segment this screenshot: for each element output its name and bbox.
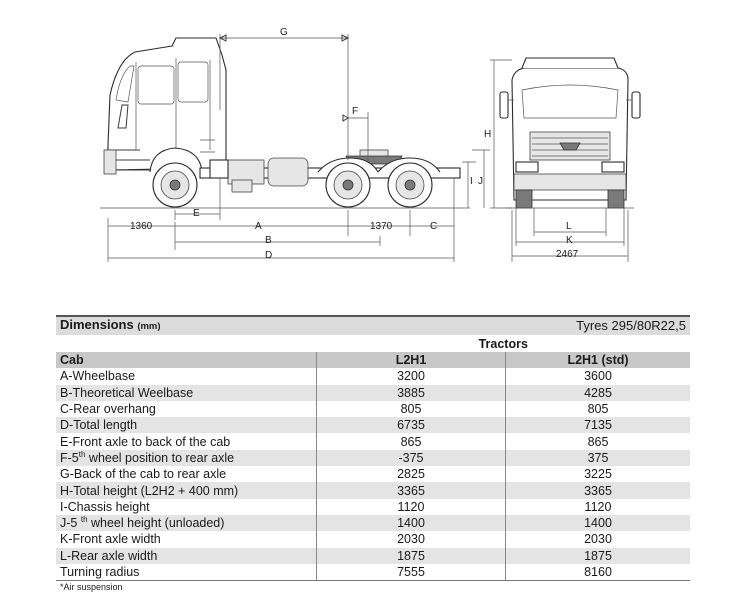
table-row	[56, 401, 690, 417]
row-label	[56, 450, 317, 466]
row-letter: H	[60, 483, 70, 498]
table-title-row	[56, 316, 690, 335]
row-letter: G	[60, 467, 70, 482]
row-letter: A	[60, 369, 69, 384]
row-value-l2h1: 865	[317, 433, 506, 449]
row-letter: L	[60, 548, 67, 563]
table-row	[56, 548, 690, 564]
row-value-l2h1-std: 8160	[506, 564, 691, 581]
dim-label-h: H	[484, 129, 492, 140]
row-desc: -Total length	[69, 418, 138, 433]
table-row	[56, 417, 690, 433]
row-value-l2h1: 2030	[317, 531, 506, 547]
row-value-l2h1-std: 865	[506, 433, 691, 449]
row-letter: B	[60, 385, 69, 400]
row-letter: I	[60, 499, 64, 514]
row-value-l2h1: 3365	[317, 482, 506, 498]
table-row	[56, 450, 690, 466]
row-desc: -Rear axle width	[66, 548, 158, 563]
dim-label-1360: 1360	[130, 221, 153, 232]
row-value-l2h1-std: 7135	[506, 417, 691, 433]
dim-label-e: E	[193, 208, 200, 219]
table-row	[56, 531, 690, 547]
dim-label-g: G	[280, 27, 288, 38]
row-value-l2h1: 805	[317, 401, 506, 417]
row-desc: -Front axle to back of the cab	[68, 434, 231, 449]
row-label	[56, 433, 317, 449]
dim-label-d: D	[265, 250, 273, 261]
row-desc-rest: wheel position to rear axle	[85, 450, 235, 465]
row-label	[56, 401, 317, 417]
header-cab: Cab	[56, 352, 317, 368]
table-header-row	[56, 352, 690, 368]
row-value-l2h1: 1400	[317, 515, 506, 531]
wheel-rear-1	[326, 163, 370, 207]
row-desc: Turning radius	[60, 565, 140, 579]
row-value-l2h1-std: 375	[506, 450, 691, 466]
table-row	[56, 564, 690, 581]
row-desc: -Chassis height	[63, 499, 150, 514]
table-title-unit: (mm)	[137, 321, 161, 332]
dim-label-b: B	[265, 235, 272, 246]
row-value-l2h1: 3200	[317, 368, 506, 384]
row-value-l2h1-std: 805	[506, 401, 691, 417]
dim-label-f: F	[352, 106, 359, 117]
header-col1: L2H1	[317, 352, 506, 368]
row-value-l2h1-std: 2030	[506, 531, 691, 547]
table-row	[56, 499, 690, 515]
row-value-l2h1: 3885	[317, 385, 506, 401]
row-letter: K	[60, 532, 69, 547]
row-value-l2h1: 6735	[317, 417, 506, 433]
row-label	[56, 531, 317, 547]
row-value-l2h1-std: 3600	[506, 368, 691, 384]
dimensions-table	[56, 315, 690, 581]
row-value-l2h1-std: 1120	[506, 499, 691, 515]
row-letter: D	[60, 418, 70, 433]
row-label	[56, 482, 317, 498]
row-value-l2h1: 1120	[317, 499, 506, 515]
truck-side-view	[100, 38, 470, 208]
dimensions-table-panel	[56, 315, 690, 592]
dim-label-l: L	[566, 221, 572, 232]
row-label	[56, 548, 317, 564]
row-desc-rest: wheel height (unloaded)	[87, 516, 225, 531]
dim-label-width: 2467	[556, 249, 579, 260]
table-row	[56, 466, 690, 482]
header-col2: L2H1 (std)	[506, 352, 691, 368]
row-value-l2h1-std: 3365	[506, 482, 691, 498]
row-letter: E	[60, 434, 69, 449]
table-row	[56, 385, 690, 401]
row-letter: C	[60, 402, 70, 417]
row-letter: F	[60, 450, 68, 465]
row-value-l2h1: 2825	[317, 466, 506, 482]
row-value-l2h1: 1875	[317, 548, 506, 564]
dim-label-a: A	[255, 221, 262, 232]
row-desc: -5	[67, 450, 79, 465]
group-label: Tractors	[478, 336, 528, 351]
row-label	[56, 368, 317, 384]
row-label	[56, 466, 317, 482]
dim-label-1370: 1370	[370, 221, 393, 232]
dim-label-i: I	[470, 176, 473, 187]
row-sup: th	[80, 514, 88, 524]
row-label	[56, 417, 317, 433]
row-value-l2h1: -375	[317, 450, 506, 466]
group-row	[56, 335, 690, 352]
footnote: *Air suspension	[60, 582, 123, 593]
row-desc: -Back of the cab to rear axle	[69, 467, 227, 482]
wheel-rear-2	[388, 163, 432, 207]
table-row	[56, 482, 690, 498]
row-desc: -Total height (L2H2 + 400 mm)	[69, 483, 239, 498]
table-body	[56, 368, 690, 580]
table-row	[56, 368, 690, 384]
row-letter: J	[60, 516, 67, 531]
row-value-l2h1-std: 4285	[506, 385, 691, 401]
row-label	[56, 499, 317, 515]
table-row	[56, 433, 690, 449]
row-value-l2h1: 7555	[317, 564, 506, 581]
row-label	[56, 515, 317, 531]
dim-label-k: K	[566, 235, 573, 246]
tyres-label: Tyres 295/80R22,5	[506, 316, 691, 335]
row-desc: -Wheelbase	[68, 369, 136, 384]
row-label	[56, 385, 317, 401]
row-value-l2h1-std: 3225	[506, 466, 691, 482]
row-desc: -5	[66, 516, 81, 531]
wheel-front	[153, 163, 197, 207]
dim-label-c: C	[430, 221, 438, 232]
row-sup: th	[78, 449, 86, 459]
table-row	[56, 515, 690, 531]
row-value-l2h1-std: 1875	[506, 548, 691, 564]
row-desc: -Rear overhang	[69, 402, 156, 417]
truck-front-view	[500, 58, 640, 208]
row-value-l2h1-std: 1400	[506, 515, 691, 531]
table-title: Dimensions	[60, 317, 134, 332]
row-desc: -Front axle width	[68, 532, 161, 547]
row-label	[56, 564, 317, 581]
row-desc: -Theoretical Weelbase	[68, 385, 194, 400]
dim-label-j: J	[478, 176, 483, 187]
